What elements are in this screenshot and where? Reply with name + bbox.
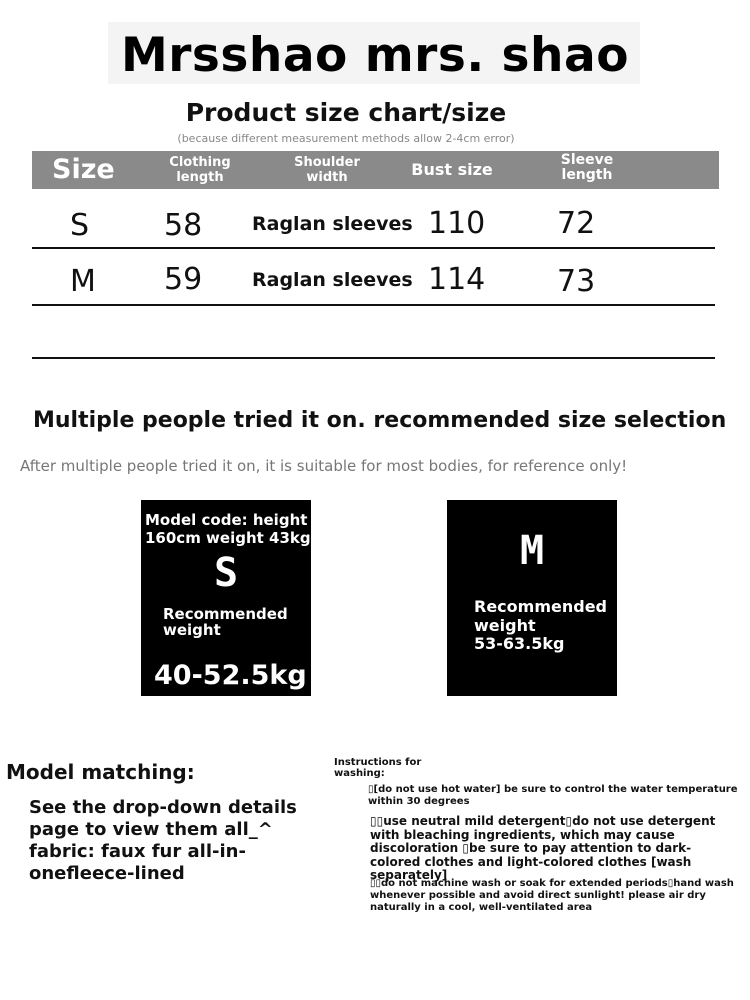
header-size: Size [52,154,115,185]
row-sleeve-length: 73 [557,264,596,299]
row-divider [32,247,715,249]
card-size-letter: S [213,550,239,596]
row-sleeve-length: 72 [557,206,596,241]
row-shoulder-width: Raglan sleeves [252,213,413,235]
table-row [32,196,715,252]
washing-instruction-item: ▯▯do not machine wash or soak for extended periods▯hand wash whenever possible and avoid direct sunlight! please air dry naturally in a cool, well-ventilated area [370,878,734,913]
row-clothing-length: 58 [164,208,203,243]
header-shoulder-width [287,155,367,185]
row-bust-size: 114 [428,262,486,297]
size-table-header [32,151,719,189]
recommendation-note: After multiple people tried it on, it is suitable for most bodies, for reference only! [20,457,628,475]
brand-title: Mrsshao mrs. shao [120,28,629,83]
size-chart-title: Product size chart/size [185,98,507,127]
row-divider [32,304,715,306]
recommended-weight-range: 53-63.5kg [474,634,565,653]
row-shoulder-width: Raglan sleeves [252,269,413,291]
header-clothing-length-line1: Clothing [169,155,231,170]
row-bust-size: 110 [428,206,486,241]
recommended-weight-range: 40-52.5kg [154,660,307,691]
model-code: Model code: height 160cm weight 43kg [145,511,311,547]
header-sleeve-length [547,153,627,183]
washing-instruction-item: ▯▯use neutral mild detergent▯do not use detergent with bleaching ingredients, which may cause discoloration ▯be sure to pay attention to dark-colored clothes and light-colored clothes [wash separately] [370,814,716,882]
header-shoulder-line2: width [306,170,348,185]
row-divider [32,357,715,359]
header-bust-size: Bust size [411,160,493,179]
recommended-weight-label: Recommended weight [163,605,288,639]
header-sleeve-line2: length [561,167,613,183]
size-chart-note: (because different measurement methods allow 2-4cm error) [177,132,515,145]
header-clothing-length [160,155,240,185]
header-shoulder-line1: Shoulder [294,155,360,170]
size-card-m [447,500,617,696]
table-row [32,252,715,308]
header-clothing-length-line2: length [176,170,224,185]
header-sleeve-line1: Sleeve [560,152,614,168]
washing-instruction-item: ▯[do not use hot water] be sure to control the water temperature within 30 degrees [368,784,738,807]
row-size: S [70,208,90,243]
model-matching-title: Model matching: [6,760,195,784]
size-card-s [141,500,311,696]
recommended-weight-label: Recommended weight [474,597,607,635]
washing-instructions-title: Instructions for washing: [334,757,422,779]
card-size-letter: M [519,528,545,574]
recommendation-title: Multiple people tried it on. recommended size selection [33,408,727,433]
row-clothing-length: 59 [164,262,203,297]
model-matching-body: See the drop-down details page to view them all_^ fabric: faux fur all-in-onefleece-lined [29,797,297,884]
row-size: M [70,264,96,299]
